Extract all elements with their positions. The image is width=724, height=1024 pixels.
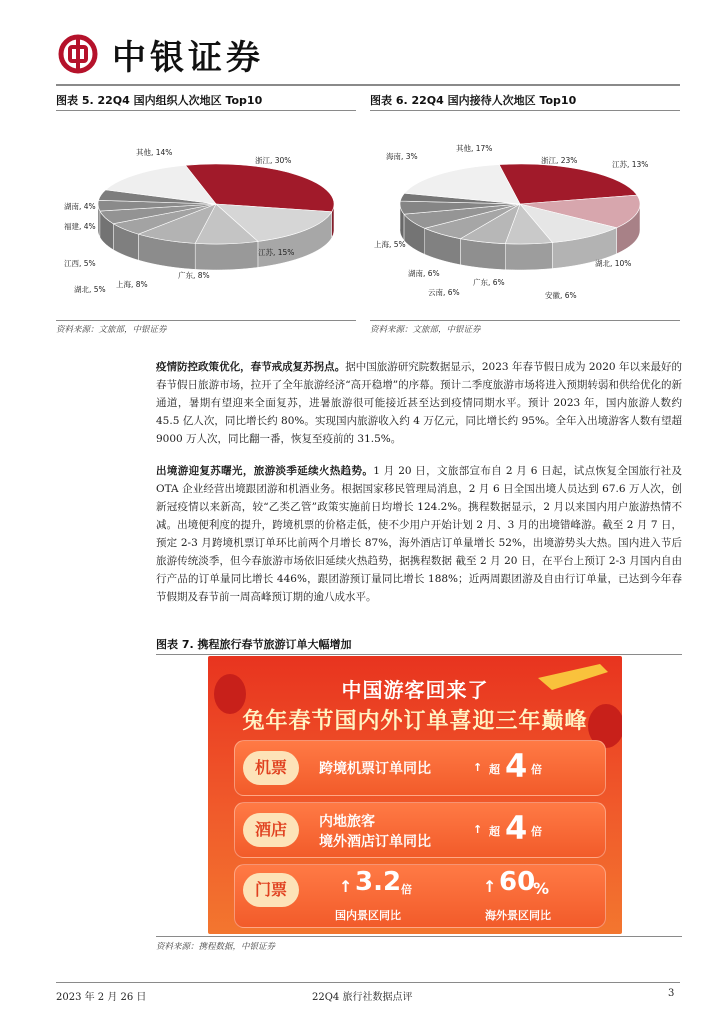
domestic-scenic-unit: 倍: [401, 883, 412, 896]
pie6-label-anhui: 安徽, 6%: [545, 291, 577, 300]
figure-6-title: 图表 6. 22Q4 国内接待人次地区 Top10: [370, 94, 577, 107]
hotel-text-line1: 内地旅客: [319, 814, 375, 830]
paragraph-outbound-recovery: [156, 462, 682, 606]
figure-6-pie-chart: [370, 112, 680, 322]
flight-multiplier: 4: [505, 747, 528, 785]
flight-text: 跨境机票订单同比: [319, 761, 431, 777]
up-arrow-icon: ↑: [473, 761, 483, 774]
paragraph-1-body: 据中国旅游研究院数据显示，2023 年春节假日成为 2020 年以来最好的春节假日旅游市场，拉开了全年旅游经济“高开稳增”的序幕。预计二季度旅游市场将进入预期转弱和供给优化的新通道，暑期有望迎来全面复苏，进暑旅游很可能接近甚至达到疫情同期水平。预计 2023 年，国内旅游人数约 45.5 亿人次，同比增长约 80%。实现国内旅游收入约 4 万亿元，同比增长约 95%。全年入出境游客人数有望超 9000 万人次，同比翻一番，恢复至疫前的 31.5%。: [156, 361, 682, 445]
figure-6-source-rule: [370, 320, 680, 321]
overseas-scenic-value: 60: [499, 867, 536, 897]
paragraph-2-lead: 出境游迎复苏曙光，旅游淡季延续火热趋势。: [156, 465, 374, 477]
overseas-scenic-unit: %: [533, 879, 550, 898]
pie5-label-other: 其他, 14%: [136, 148, 173, 157]
pie6-label-guangdong: 广东, 6%: [473, 278, 505, 287]
brand-name: 中银证券: [112, 38, 264, 78]
figure-5-source-rule: [56, 320, 356, 321]
pie6-label-yunnan: 云南, 6%: [428, 288, 460, 297]
figure-7-source: 资料来源：携程数据，中银证券: [156, 942, 276, 952]
pie6-label-hunan: 湖南, 6%: [408, 269, 440, 278]
pie5-label-jiangxi: 江西, 5%: [64, 259, 96, 268]
pie5-label-fujian: 福建, 4%: [64, 222, 96, 231]
footer-page-number: 3: [668, 988, 675, 999]
pie6-label-hainan: 海南, 3%: [386, 152, 418, 161]
figure-7-title: 图表 7. 携程旅行春节旅游订单大幅增加: [156, 638, 352, 651]
banner-subheadline: 兔年春节国内外订单喜迎三年巅峰: [242, 709, 588, 734]
flight-suffix: 倍: [531, 763, 542, 776]
hotel-suffix: 倍: [531, 825, 542, 838]
paragraph-2-body: 1 月 20 日，文旅部宣布自 2 月 6 日起，试点恢复全国旅行社及 OTA 企业经营出境跟团游和机酒业务。根据国家移民管理局消息，2 月 6 日全国出境人员达到 67.6 万人次，创新冠疫情以来新高，较“乙类乙管”政策实施前日均增长 124.2%。携程数据显示，2 月以来国内用户旅游热情不减。出境便利度的提升，跨境机票的价格走低，使不少用户开始计划 2 月、3 月的出境错峰游。截至 2 月 7 日，预定 2-3 月跨境机票订单环比前两个月增长 87%，海外酒店订单量增长 52%，出境游势头大热。国内进入节后旅游传统淡季，但今春旅游市场依旧延续火热趋势，据携程数据 截至 2 月 20 日，在平台上预订 2-3 月国内自由行产品的订单量同比增长 446%，跟团游预订量同比增长 188%；近两周跟团游及自由行订单量，已达到今年春节假期及春节前一周高峰预订期的逾八成水平。: [156, 465, 683, 603]
up-arrow-icon: ↑: [483, 877, 497, 896]
figure-5-title-rule: [56, 110, 356, 111]
figure-7-source-rule: [156, 936, 682, 937]
domestic-scenic-caption: 国内景区同比: [335, 909, 401, 922]
hotel-prefix: 超: [489, 825, 500, 838]
ctrip-promo-banner: [208, 656, 622, 934]
overseas-scenic-caption: 海外景区同比: [485, 909, 551, 922]
domestic-scenic-value: 3.2: [355, 867, 402, 897]
pie6-slice-side-3: [505, 243, 552, 270]
pie5-label-shanghai: 上海, 8%: [116, 280, 148, 289]
pie6-label-zhejiang: 浙江, 23%: [541, 156, 578, 165]
flight-prefix: 超: [489, 763, 500, 776]
ticket-card: [234, 864, 606, 928]
paragraph-domestic-recovery: [156, 358, 682, 448]
footer-doc-title: 22Q4 旅行社数据点评: [312, 992, 413, 1003]
pie6-label-shanghai: 上海, 5%: [374, 240, 406, 249]
up-arrow-icon: ↑: [339, 877, 353, 896]
pie5-label-zhejiang: 浙江, 30%: [255, 156, 292, 165]
footer-rule: [56, 982, 680, 983]
pie6-label-hubei: 湖北, 10%: [595, 259, 632, 268]
pie5-label-guangdong: 广东, 8%: [178, 271, 210, 280]
figure-5-title: 图表 5. 22Q4 国内组织人次地区 Top10: [56, 94, 263, 107]
footer-date: 2023 年 2 月 26 日: [56, 992, 147, 1003]
paragraph-1-lead: 疫情防控政策优化，春节戒成复苏拐点。: [156, 361, 346, 373]
pie5-slice-side-2: [195, 241, 258, 270]
header-rule: [56, 84, 680, 86]
hotel-text-line2: 境外酒店订单同比: [319, 834, 431, 850]
figure-7-title-rule: [156, 654, 682, 655]
figure-5-source: 资料来源：文旅部，中银证券: [56, 325, 167, 335]
pie5-label-hunan: 湖南, 4%: [64, 202, 96, 211]
bank-of-china-logo-icon: [58, 34, 98, 74]
pie5-label-jiangsu: 江苏, 15%: [258, 248, 295, 257]
flight-tag: 机票: [243, 751, 299, 785]
hotel-multiplier: 4: [505, 809, 528, 847]
pie6-label-jiangsu: 江苏, 13%: [612, 160, 649, 169]
up-arrow-icon: ↑: [473, 823, 483, 836]
figure-6-source: 资料来源：文旅部，中银证券: [370, 325, 481, 335]
flight-card: [234, 740, 606, 796]
ticket-tag: 门票: [243, 873, 299, 907]
hotel-card: [234, 802, 606, 858]
figure-6-title-rule: [370, 110, 680, 111]
pie6-label-other: 其他, 17%: [456, 144, 493, 153]
banner-headline: 中国游客回来了: [341, 678, 489, 702]
hotel-tag: 酒店: [243, 813, 299, 847]
pie5-label-hubei: 湖北, 5%: [74, 285, 106, 294]
